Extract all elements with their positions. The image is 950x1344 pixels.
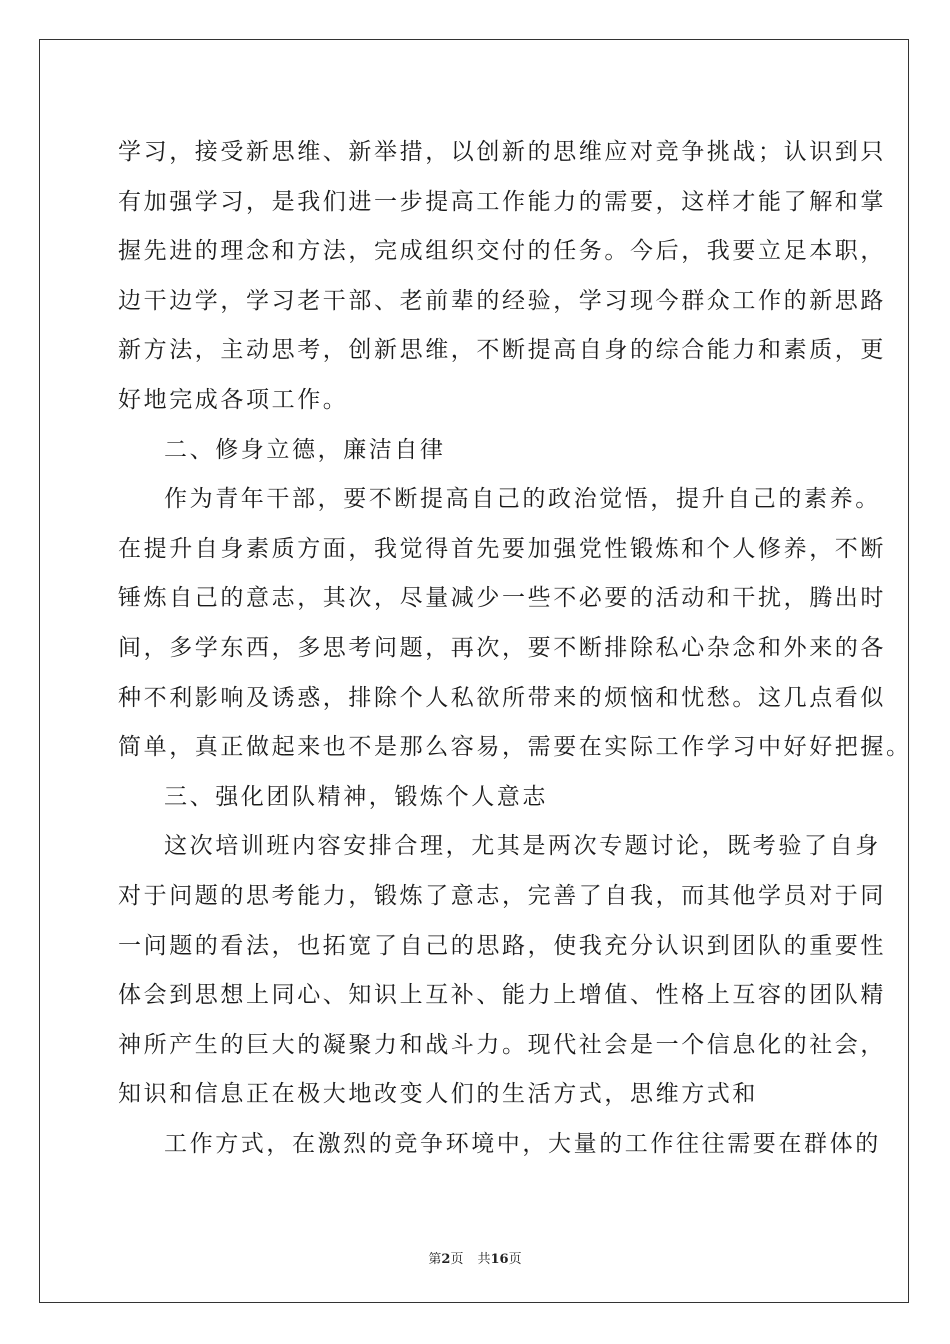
page-number: 2 <box>441 1252 451 1267</box>
section-heading: 三、强化团队精神，锻炼个人意志 <box>164 783 548 810</box>
text-line: 边干边学，学习老干部、老前辈的经验，学习现今群众工作的新思路 <box>118 287 886 314</box>
text-line: 体会到思想上同心、知识上互补、能力上增值、性格上互容的团队精 <box>118 982 886 1009</box>
text-line: 知识和信息正在极大地改变人们的生活方式，思维方式和 <box>118 1081 758 1108</box>
paragraph-start: 工作方式，在激烈的竞争环境中，大量的工作往往需要在群体的 <box>164 1130 881 1157</box>
text-line: 锤炼自己的意志，其次，尽量减少一些不必要的活动和干扰，腾出时 <box>118 585 886 612</box>
section-heading: 二、修身立德，廉洁自律 <box>164 436 446 463</box>
text-line: 神所产生的巨大的凝聚力和战斗力。现代社会是一个信息化的社会， <box>118 1031 886 1058</box>
text-line: 握先进的理念和方法，完成组织交付的任务。今后，我要立足本职， <box>118 238 886 265</box>
total-label-suffix: 页 <box>508 1252 522 1267</box>
page-footer <box>0 1248 950 1267</box>
text-line: 对于问题的思考能力，锻炼了意志，完善了自我，而其他学员对于同 <box>118 882 886 909</box>
page-label-prefix: 第 <box>428 1252 442 1267</box>
text-line: 间，多学东西，多思考问题，再次，要不断排除私心杂念和外来的各 <box>118 634 886 661</box>
text-line: 新方法，主动思考，创新思维，不断提高自身的综合能力和素质，更 <box>118 337 886 364</box>
text-line: 有加强学习，是我们进一步提高工作能力的需要，这样才能了解和掌 <box>118 188 886 215</box>
total-label-prefix: 共 <box>477 1252 491 1267</box>
text-line: 种不利影响及诱惑，排除个人私欲所带来的烦恼和忧愁。这几点看似 <box>118 684 886 711</box>
page-label-suffix: 页 <box>450 1252 464 1267</box>
text-line: 学习，接受新思维、新举措，以创新的思维应对竞争挑战；认识到只 <box>118 139 886 165</box>
text-line: 一问题的看法，也拓宽了自己的思路，使我充分认识到团队的重要性 <box>118 932 886 959</box>
text-line: 好地完成各项工作。 <box>118 386 349 413</box>
text-line: 简单，真正做起来也不是那么容易，需要在实际工作学习中好好把握。 <box>118 734 912 761</box>
document-body <box>118 128 912 1169</box>
total-pages: 16 <box>490 1252 509 1267</box>
paragraph-start: 作为青年干部，要不断提高自己的政治觉悟，提升自己的素养。 <box>164 486 881 513</box>
paragraph-start: 这次培训班内容安排合理，尤其是两次专题讨论，既考验了自身 <box>164 833 881 860</box>
text-line: 在提升自身素质方面，我觉得首先要加强党性锻炼和个人修养，不断 <box>118 535 886 562</box>
